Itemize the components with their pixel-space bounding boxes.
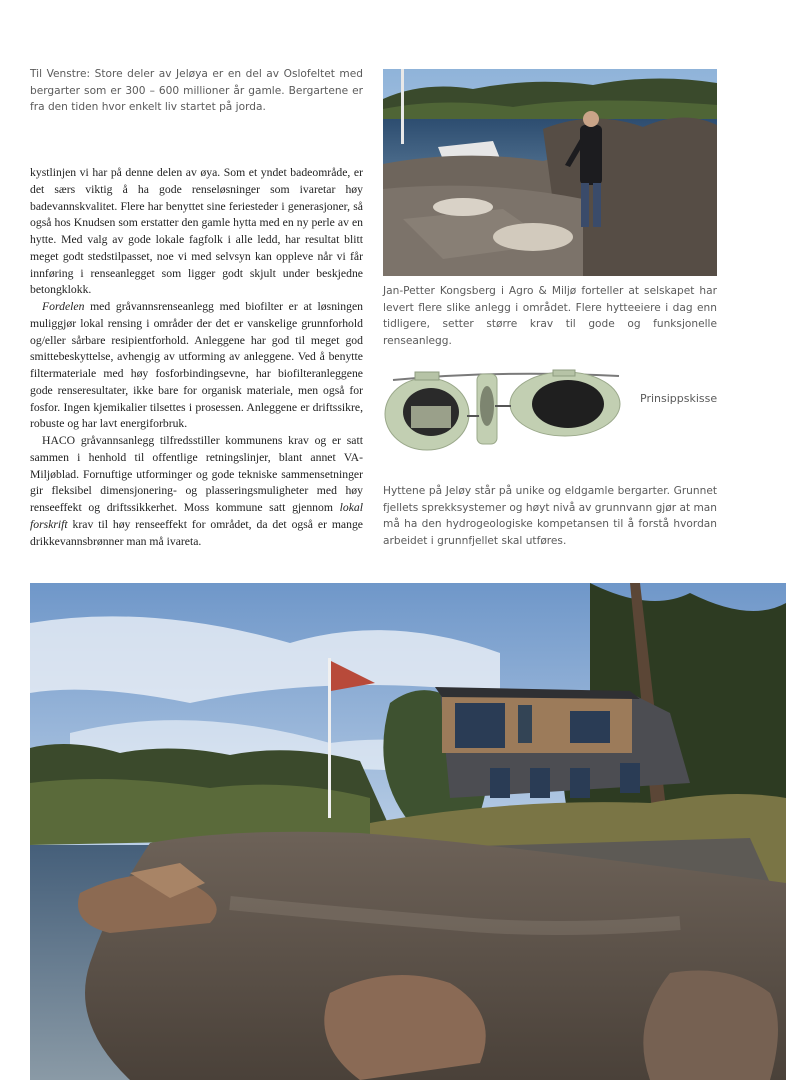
body-paragraph-2 [30, 299, 363, 433]
photo-caption: Jan-Petter Kongsberg i Agro & Miljø forteller at selskapet har levert flere slike anlegg i området. Flere hytteeiere i dag enn tidligere, setter større krav til gode og funksjonelle renseanlegg. [383, 285, 717, 347]
photo-cabin-shoreline [30, 583, 786, 1080]
emphasis-lokal-forskrift: lokal forskrift [30, 501, 363, 531]
intro-caption: Til Venstre: Store deler av Jeløya er en del av Oslofeltet med bergarter som er 300 – 600 millioner år gamle. Bergartene er fra den tiden hvor enkelt liv startet på jorda. [30, 68, 363, 113]
article-body [30, 165, 363, 550]
bottom-caption: Hyttene på Jeløy står på unike og eldgamle bergarter. Grunnet fjellets sprekksystemer og høyt nivå av grunnvann gjør at man må ha den hydrogeologiske kompetansen til å forstå hvordan arbeidet i grunnfjellet skal utføres. [383, 485, 717, 547]
sketch-label: Prinsippskisse [640, 392, 718, 405]
body-paragraph-3 [30, 433, 363, 550]
body-paragraph-3-text-a: HACO gråvannsanlegg tilfredsstiller kommunens krav og er satt sammen i henhold til offentlige retningslinjer, blant annet VA-Miljøblad. Fornuftige utforminger og gode tekniske sammensetninger gir fleksibel dimensjonering- og plasseringsmuligheter med høy renseeffekt og driftssikkerhet. Moss kommune satt gjennom [30, 434, 363, 514]
body-paragraph-3-text-b: krav til høy renseeffekt for området, da det også er mange drikkevannsbrønner man må ivareta. [30, 517, 363, 548]
photo-man-on-rocks [383, 69, 717, 276]
body-paragraph-2-text: med gråvannsrenseanlegg med biofilter er at løsningen muliggjør lokal rensing i områder der det er vanskelige grunnforhold og/eller sårbare resipientforhold. Anleggene har god til meget god smittebeskyttelse, avhengig av utforming av anleggene. Ved å benytte filtermateriale med høy fosforbindingsevne, har biofilteranleggene gode renseresultater, ikke bare for organisk materiale, men også for fosfor. Ingen kjemikalier tilsettes i prosessen. Anleggene er driftssikre, robuste og har lavt energiforbruk. [30, 300, 363, 431]
emphasis-fordelen: Fordelen [42, 300, 85, 313]
treatment-plant-sketch [383, 366, 623, 458]
body-paragraph-1: kystlinjen vi har på denne delen av øya. Som et yndet badeområde, er det særs viktig å ha gode renseløsninger som ivaretar høy badevannskvalitet. Flere har benyttet sine feriesteder i generasjoner, så også hos Knudsen som erstatter den gamle hytta med en ny perle av en hytte. Med valg av gode lokale fagfolk i alle ledd, har resultat blitt meget godt stedstilpasset, noe vi med selvsyn kan oppleve når vi får innføring i renseanlegget som ligger godt skjult under beskjedne betongklokk. [30, 166, 363, 297]
